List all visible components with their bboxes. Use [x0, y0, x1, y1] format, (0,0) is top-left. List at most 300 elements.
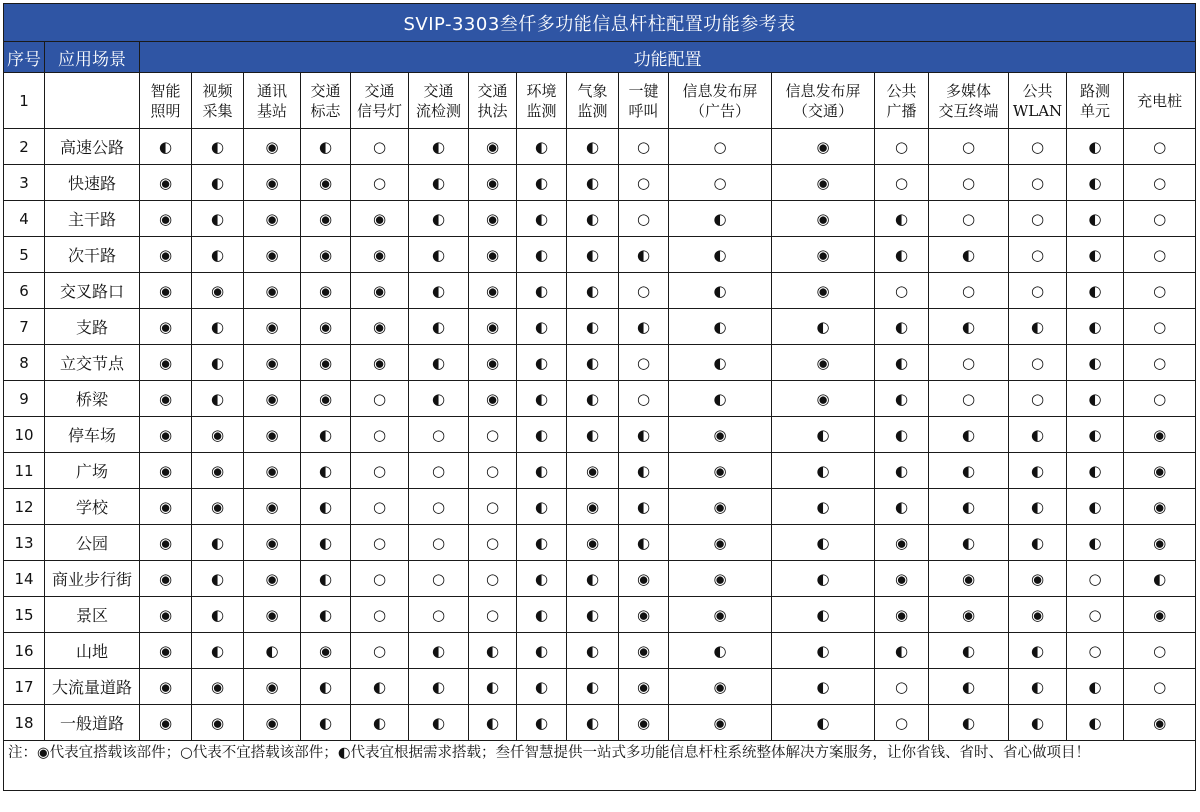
- config-mark-none: ○: [351, 165, 409, 201]
- config-mark-half: ◐: [192, 129, 244, 165]
- config-mark-full: ◉: [140, 453, 192, 489]
- config-mark-half: ◐: [409, 669, 469, 705]
- config-mark-none: ○: [351, 489, 409, 525]
- config-mark-half: ◐: [772, 633, 875, 669]
- config-mark-none: ○: [351, 597, 409, 633]
- config-mark-half: ◐: [517, 597, 567, 633]
- config-mark-half: ◐: [351, 705, 409, 741]
- config-mark-none: ○: [929, 381, 1009, 417]
- config-mark-full: ◉: [619, 597, 669, 633]
- function-header-line: 通讯: [256, 81, 287, 100]
- config-mark-full: ◉: [244, 237, 301, 273]
- config-mark-full: ◉: [301, 201, 351, 237]
- config-mark-half: ◐: [517, 309, 567, 345]
- config-mark-none: ○: [351, 633, 409, 669]
- config-mark-full: ◉: [244, 345, 301, 381]
- config-mark-half: ◐: [772, 309, 875, 345]
- config-mark-half: ◐: [929, 309, 1009, 345]
- scene-name: 景区: [45, 597, 140, 633]
- function-header: [1067, 73, 1124, 129]
- function-row-scene-empty: [45, 73, 140, 129]
- function-header-line: 环境: [526, 81, 557, 100]
- config-mark-half: ◐: [1067, 129, 1124, 165]
- config-mark-full: ◉: [192, 705, 244, 741]
- config-mark-none: ○: [469, 453, 517, 489]
- config-mark-full: ◉: [1009, 597, 1067, 633]
- config-mark-half: ◐: [1067, 381, 1124, 417]
- config-mark-full: ◉: [567, 453, 619, 489]
- config-mark-full: ◉: [244, 129, 301, 165]
- function-header: [517, 73, 567, 129]
- function-header-line: 基站: [256, 101, 287, 120]
- config-mark-half: ◐: [409, 633, 469, 669]
- config-mark-full: ◉: [192, 273, 244, 309]
- config-mark-half: ◐: [1067, 201, 1124, 237]
- config-mark-half: ◐: [409, 381, 469, 417]
- config-mark-half: ◐: [469, 669, 517, 705]
- config-mark-half: ◐: [1067, 165, 1124, 201]
- config-mark-half: ◐: [772, 561, 875, 597]
- config-mark-half: ◐: [517, 165, 567, 201]
- config-mark-full: ◉: [192, 669, 244, 705]
- config-mark-full: ◉: [301, 633, 351, 669]
- config-mark-full: ◉: [469, 273, 517, 309]
- config-mark-none: ○: [1124, 309, 1196, 345]
- config-mark-full: ◉: [140, 597, 192, 633]
- config-mark-half: ◐: [301, 129, 351, 165]
- config-mark-full: ◉: [140, 489, 192, 525]
- config-mark-none: ○: [351, 381, 409, 417]
- scene-name: 立交节点: [45, 345, 140, 381]
- function-header: [192, 73, 244, 129]
- config-mark-half: ◐: [1009, 417, 1067, 453]
- config-mark-half: ◐: [192, 561, 244, 597]
- row-number: 4: [4, 201, 45, 237]
- config-mark-half: ◐: [1009, 705, 1067, 741]
- config-mark-half: ◐: [669, 273, 772, 309]
- config-mark-full: ◉: [351, 309, 409, 345]
- config-mark-half: ◐: [517, 453, 567, 489]
- table-row: [4, 489, 1196, 525]
- function-header: [409, 73, 469, 129]
- config-mark-none: ○: [409, 561, 469, 597]
- config-mark-full: ◉: [875, 597, 929, 633]
- function-header-line: （交通）: [792, 101, 853, 120]
- function-header-line: （广告）: [689, 101, 750, 120]
- config-mark-full: ◉: [351, 345, 409, 381]
- config-mark-full: ◉: [244, 489, 301, 525]
- config-mark-half: ◐: [875, 201, 929, 237]
- config-mark-full: ◉: [567, 489, 619, 525]
- config-mark-half: ◐: [1067, 309, 1124, 345]
- config-mark-half: ◐: [409, 705, 469, 741]
- row-number: 13: [4, 525, 45, 561]
- config-mark-half: ◐: [567, 669, 619, 705]
- config-mark-none: ○: [669, 129, 772, 165]
- config-mark-half: ◐: [409, 345, 469, 381]
- config-mark-half: ◐: [1067, 417, 1124, 453]
- table-title: SVIP-3303叁仟多功能信息杆柱配置功能参考表: [4, 4, 1196, 42]
- config-mark-none: ○: [1124, 345, 1196, 381]
- config-mark-full: ◉: [772, 129, 875, 165]
- config-mark-half: ◐: [244, 633, 301, 669]
- config-mark-full: ◉: [929, 561, 1009, 597]
- config-mark-none: ○: [1009, 201, 1067, 237]
- config-mark-none: ○: [1124, 201, 1196, 237]
- config-mark-half: ◐: [875, 633, 929, 669]
- config-mark-half: ◐: [619, 525, 669, 561]
- config-mark-full: ◉: [140, 705, 192, 741]
- config-mark-full: ◉: [1124, 489, 1196, 525]
- config-mark-none: ○: [619, 273, 669, 309]
- config-mark-half: ◐: [619, 453, 669, 489]
- config-mark-full: ◉: [929, 597, 1009, 633]
- config-mark-full: ◉: [669, 597, 772, 633]
- config-mark-none: ○: [875, 669, 929, 705]
- config-mark-none: ○: [1067, 561, 1124, 597]
- config-mark-half: ◐: [301, 669, 351, 705]
- config-mark-half: ◐: [567, 309, 619, 345]
- config-mark-half: ◐: [567, 165, 619, 201]
- config-mark-half: ◐: [192, 381, 244, 417]
- config-mark-none: ○: [351, 129, 409, 165]
- function-header-line: 广播: [886, 101, 917, 120]
- config-mark-full: ◉: [669, 525, 772, 561]
- config-mark-full: ◉: [192, 417, 244, 453]
- config-mark-none: ○: [469, 525, 517, 561]
- row-number: 14: [4, 561, 45, 597]
- function-header-line: 充电桩: [1137, 91, 1183, 110]
- config-mark-half: ◐: [875, 417, 929, 453]
- table-row: [4, 705, 1196, 741]
- config-mark-full: ◉: [772, 381, 875, 417]
- config-mark-half: ◐: [192, 345, 244, 381]
- config-mark-half: ◐: [517, 705, 567, 741]
- config-mark-full: ◉: [140, 165, 192, 201]
- config-table-page: [3, 3, 1195, 807]
- config-mark-full: ◉: [772, 273, 875, 309]
- config-mark-half: ◐: [517, 381, 567, 417]
- config-mark-none: ○: [1009, 129, 1067, 165]
- config-mark-half: ◐: [301, 489, 351, 525]
- config-mark-none: ○: [1009, 381, 1067, 417]
- function-header-line: 照明: [150, 101, 181, 120]
- config-mark-half: ◐: [567, 345, 619, 381]
- config-mark-half: ◐: [517, 633, 567, 669]
- config-mark-full: ◉: [140, 273, 192, 309]
- config-mark-none: ○: [351, 417, 409, 453]
- config-mark-half: ◐: [567, 705, 619, 741]
- config-mark-none: ○: [1124, 237, 1196, 273]
- config-mark-none: ○: [929, 165, 1009, 201]
- config-mark-half: ◐: [517, 129, 567, 165]
- config-mark-half: ◐: [517, 237, 567, 273]
- config-mark-half: ◐: [192, 525, 244, 561]
- config-mark-full: ◉: [140, 417, 192, 453]
- function-header-line: 监测: [526, 101, 557, 120]
- config-mark-full: ◉: [469, 129, 517, 165]
- config-mark-full: ◉: [301, 237, 351, 273]
- config-mark-none: ○: [669, 165, 772, 201]
- row-number: 8: [4, 345, 45, 381]
- scene-name: 山地: [45, 633, 140, 669]
- config-mark-half: ◐: [772, 705, 875, 741]
- function-header: [619, 73, 669, 129]
- table-row: [4, 525, 1196, 561]
- scene-name: 商业步行街: [45, 561, 140, 597]
- config-mark-half: ◐: [1067, 273, 1124, 309]
- config-mark-half: ◐: [517, 345, 567, 381]
- config-mark-half: ◐: [517, 669, 567, 705]
- row-number: 9: [4, 381, 45, 417]
- config-mark-half: ◐: [301, 453, 351, 489]
- config-mark-full: ◉: [1124, 525, 1196, 561]
- config-mark-half: ◐: [1009, 669, 1067, 705]
- config-mark-none: ○: [469, 561, 517, 597]
- function-header-line: 公共: [886, 81, 917, 100]
- config-mark-none: ○: [469, 417, 517, 453]
- config-mark-none: ○: [1009, 237, 1067, 273]
- config-mark-half: ◐: [192, 165, 244, 201]
- config-mark-half: ◐: [469, 705, 517, 741]
- config-mark-half: ◐: [192, 237, 244, 273]
- table-row: [4, 417, 1196, 453]
- row-number: 3: [4, 165, 45, 201]
- config-mark-none: ○: [1009, 165, 1067, 201]
- config-mark-half: ◐: [517, 525, 567, 561]
- config-mark-half: ◐: [409, 237, 469, 273]
- row-number: 18: [4, 705, 45, 741]
- function-header-line: 交通: [310, 81, 341, 100]
- config-mark-half: ◐: [567, 597, 619, 633]
- config-mark-full: ◉: [619, 633, 669, 669]
- config-mark-none: ○: [929, 345, 1009, 381]
- function-header: [875, 73, 929, 129]
- function-header-line: 路测: [1079, 81, 1110, 100]
- config-mark-full: ◉: [244, 309, 301, 345]
- config-mark-full: ◉: [244, 453, 301, 489]
- config-mark-half: ◐: [1009, 525, 1067, 561]
- function-header-line: 交互终端: [938, 101, 999, 120]
- config-mark-none: ○: [409, 525, 469, 561]
- function-header: [469, 73, 517, 129]
- config-mark-none: ○: [351, 561, 409, 597]
- function-header-line: 多媒体: [945, 81, 991, 100]
- function-header: [567, 73, 619, 129]
- config-mark-none: ○: [409, 489, 469, 525]
- table-row: [4, 453, 1196, 489]
- config-mark-half: ◐: [301, 597, 351, 633]
- config-mark-none: ○: [1124, 633, 1196, 669]
- config-mark-half: ◐: [1067, 237, 1124, 273]
- config-mark-full: ◉: [1009, 561, 1067, 597]
- config-mark-none: ○: [619, 381, 669, 417]
- config-mark-full: ◉: [772, 165, 875, 201]
- config-mark-half: ◐: [875, 489, 929, 525]
- config-mark-none: ○: [1009, 345, 1067, 381]
- config-mark-full: ◉: [244, 165, 301, 201]
- scene-name: 高速公路: [45, 129, 140, 165]
- function-header-line: 交通: [423, 81, 454, 100]
- config-mark-full: ◉: [772, 237, 875, 273]
- config-mark-full: ◉: [1124, 417, 1196, 453]
- config-mark-full: ◉: [469, 165, 517, 201]
- config-mark-half: ◐: [669, 309, 772, 345]
- scene-name: 快速路: [45, 165, 140, 201]
- config-mark-full: ◉: [619, 669, 669, 705]
- config-mark-half: ◐: [772, 597, 875, 633]
- config-mark-none: ○: [409, 597, 469, 633]
- config-mark-none: ○: [619, 201, 669, 237]
- config-mark-half: ◐: [469, 633, 517, 669]
- header-no: 序号: [4, 42, 45, 73]
- config-mark-half: ◐: [301, 705, 351, 741]
- config-mark-half: ◐: [875, 453, 929, 489]
- function-header-line: 监测: [577, 101, 608, 120]
- config-mark-half: ◐: [929, 417, 1009, 453]
- config-mark-full: ◉: [140, 561, 192, 597]
- config-mark-full: ◉: [875, 525, 929, 561]
- config-mark-half: ◐: [929, 453, 1009, 489]
- function-header-line: 视频: [202, 81, 233, 100]
- config-mark-full: ◉: [140, 309, 192, 345]
- config-mark-none: ○: [619, 129, 669, 165]
- config-mark-full: ◉: [244, 669, 301, 705]
- config-mark-full: ◉: [301, 165, 351, 201]
- row-number: 12: [4, 489, 45, 525]
- config-mark-none: ○: [929, 129, 1009, 165]
- config-mark-full: ◉: [469, 381, 517, 417]
- config-mark-half: ◐: [772, 417, 875, 453]
- config-mark-full: ◉: [772, 345, 875, 381]
- function-header: [929, 73, 1009, 129]
- scene-name: 大流量道路: [45, 669, 140, 705]
- row-number: 2: [4, 129, 45, 165]
- config-mark-none: ○: [1124, 669, 1196, 705]
- config-mark-none: ○: [409, 453, 469, 489]
- config-mark-half: ◐: [929, 489, 1009, 525]
- function-header-line: 单元: [1079, 101, 1110, 120]
- config-mark-half: ◐: [1067, 453, 1124, 489]
- config-mark-half: ◐: [929, 705, 1009, 741]
- function-header-line: 采集: [202, 101, 233, 120]
- config-mark-half: ◐: [929, 633, 1009, 669]
- scene-name: 次干路: [45, 237, 140, 273]
- function-header-line: 交通: [477, 81, 508, 100]
- config-mark-full: ◉: [192, 453, 244, 489]
- config-mark-half: ◐: [517, 561, 567, 597]
- config-mark-full: ◉: [669, 669, 772, 705]
- config-mark-full: ◉: [301, 381, 351, 417]
- config-mark-none: ○: [929, 201, 1009, 237]
- table-row: [4, 381, 1196, 417]
- config-mark-half: ◐: [1067, 489, 1124, 525]
- table-row: [4, 309, 1196, 345]
- table-row: [4, 633, 1196, 669]
- row-number: 7: [4, 309, 45, 345]
- config-mark-full: ◉: [351, 273, 409, 309]
- config-mark-full: ◉: [140, 345, 192, 381]
- config-mark-none: ○: [1124, 273, 1196, 309]
- config-mark-half: ◐: [351, 669, 409, 705]
- row-number: 11: [4, 453, 45, 489]
- config-mark-full: ◉: [244, 525, 301, 561]
- function-row-number: 1: [4, 73, 45, 129]
- config-mark-half: ◐: [192, 309, 244, 345]
- config-mark-full: ◉: [567, 525, 619, 561]
- config-mark-full: ◉: [351, 237, 409, 273]
- scene-name: 交叉路口: [45, 273, 140, 309]
- config-mark-half: ◐: [301, 561, 351, 597]
- config-mark-full: ◉: [669, 705, 772, 741]
- config-reference-table: [3, 3, 1196, 791]
- scene-name: 停车场: [45, 417, 140, 453]
- config-mark-full: ◉: [1124, 597, 1196, 633]
- config-mark-full: ◉: [244, 597, 301, 633]
- config-mark-none: ○: [619, 345, 669, 381]
- config-mark-half: ◐: [409, 129, 469, 165]
- config-mark-full: ◉: [669, 561, 772, 597]
- config-mark-none: ○: [409, 417, 469, 453]
- config-mark-half: ◐: [192, 201, 244, 237]
- scene-name: 公园: [45, 525, 140, 561]
- config-mark-half: ◐: [1009, 633, 1067, 669]
- config-mark-half: ◐: [567, 129, 619, 165]
- footnote: 注：◉代表宜搭载该部件；○代表不宜搭载该部件；◐代表宜根据需求搭载；叁仟智慧提供一站式多功能信息杆柱系统整体解决方案服务，让你省钱、省时、省心做项目！: [4, 741, 1196, 791]
- config-mark-full: ◉: [140, 633, 192, 669]
- config-mark-half: ◐: [140, 129, 192, 165]
- config-mark-half: ◐: [772, 669, 875, 705]
- function-header: [140, 73, 192, 129]
- scene-name: 学校: [45, 489, 140, 525]
- config-mark-full: ◉: [619, 561, 669, 597]
- config-mark-none: ○: [1124, 129, 1196, 165]
- function-header-line: 气象: [577, 81, 608, 100]
- table-row: [4, 201, 1196, 237]
- config-mark-none: ○: [1067, 633, 1124, 669]
- function-header-line: WLAN: [1012, 101, 1063, 120]
- config-mark-half: ◐: [517, 489, 567, 525]
- table-row: [4, 129, 1196, 165]
- config-mark-full: ◉: [351, 201, 409, 237]
- config-mark-half: ◐: [192, 597, 244, 633]
- config-mark-none: ○: [469, 489, 517, 525]
- function-header: [669, 73, 772, 129]
- config-mark-full: ◉: [875, 561, 929, 597]
- config-mark-half: ◐: [567, 381, 619, 417]
- config-mark-full: ◉: [619, 705, 669, 741]
- row-number: 5: [4, 237, 45, 273]
- config-mark-half: ◐: [669, 345, 772, 381]
- function-header-line: 智能: [150, 81, 181, 100]
- row-number: 10: [4, 417, 45, 453]
- function-header: [1009, 73, 1067, 129]
- config-mark-half: ◐: [875, 345, 929, 381]
- function-header-line: 一键: [628, 81, 659, 100]
- config-mark-half: ◐: [409, 201, 469, 237]
- config-mark-full: ◉: [244, 561, 301, 597]
- config-mark-half: ◐: [409, 309, 469, 345]
- config-mark-full: ◉: [244, 381, 301, 417]
- function-header-line: 交通: [364, 81, 395, 100]
- config-mark-half: ◐: [619, 489, 669, 525]
- config-mark-half: ◐: [669, 633, 772, 669]
- config-mark-full: ◉: [669, 417, 772, 453]
- config-mark-none: ○: [469, 597, 517, 633]
- function-header: [351, 73, 409, 129]
- config-mark-full: ◉: [244, 201, 301, 237]
- config-mark-full: ◉: [301, 273, 351, 309]
